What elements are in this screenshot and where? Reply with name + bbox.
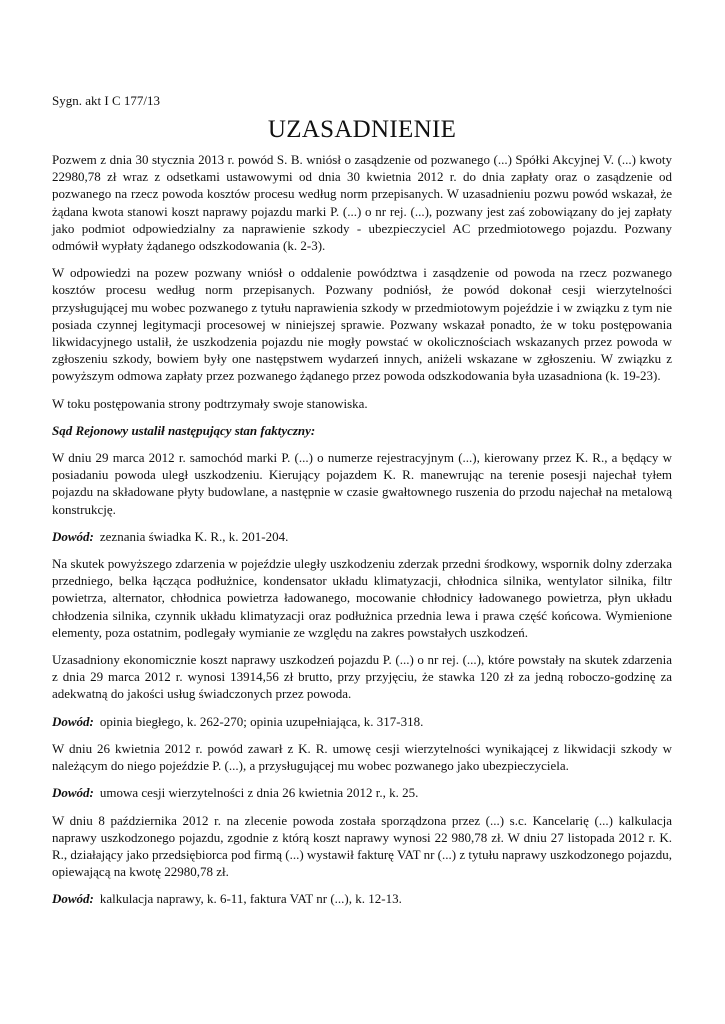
paragraph-incident: W dniu 29 marca 2012 r. samochód marki P. (...) o numerze rejestracyjnym (...), kierowany przez K. R., a będący w posiadaniu powoda uległ uszkodzeniu. Kierujący pojazdem K. R. manewrując na terenie posesji najechał tyłem pojazdu na składowane płyty budowlane, a następnie w czasie gwałtownego ruszenia do przodu najechał na metalową konstrukcję. <box>52 450 672 517</box>
evidence-text: opinia biegłego, k. 262-270; opinia uzupełniająca, k. 317-318. <box>99 713 424 729</box>
evidence-line <box>52 784 672 801</box>
document-page <box>52 92 672 918</box>
paragraph-damage: Na skutek powyższego zdarzenia w pojeździe uległy uszkodzeniu zderzak przedni środkowy, wspornik dolny zderzaka przedniego, belka łącząca podłużnice, kondensator układu klimatyzacji, chłodnica silnika, wentylator silnika, filtr powietrza, alternator, chłodnica powietrza ładowanego, mocowanie chłodnicy ładowanego powietrza, płyn układu chłodzenia silnika, czynnik układu klimatyzacji oraz podłużnica przednia lewa i prawa część końcowa. Wymienione elementy, poza ostatnim, podlegały wymianie ze względu na zakres powstałych uszkodzeń. <box>52 556 672 640</box>
document-title: UZASADNIENIE <box>267 116 457 143</box>
paragraph-calculation: W dniu 8 października 2012 r. na zlecenie powoda została sporządzona przez (...) s.c. Kancelarię (...) kalkulacja naprawy uszkodzonego pojazdu, zgodnie z którą koszt naprawy wynosi 22 980,78 zł. W dniu 27 listopada 2012 r. K. R., działający jako przedsiębiorca pod firmą (...) wystawił fakturę VAT nr (...) z tytułu naprawy uszkodzonego pojazdu, opiewającą na kwotę 22980,78 zł. <box>52 812 672 880</box>
evidence-text: umowa cesji wierzytelności z dnia 26 kwietnia 2012 r., k. 25. <box>99 785 419 801</box>
evidence-label: Dowód: <box>52 785 94 801</box>
evidence-label: Dowód: <box>52 528 94 544</box>
paragraph-positions: W toku postępowania strony podtrzymały swoje stanowiska. <box>52 395 368 411</box>
paragraph-claim: Pozwem z dnia 30 stycznia 2013 r. powód S. B. wniósł o zasądzenie od pozwanego (...) Spółki Akcyjnej V. (...) kwoty 22980,78 zł wraz z odsetkami ustawowymi od dnia 30 kwietnia 2012 r. do dnia zapłaty oraz o zasądzenie od pozwanego na rzecz powoda kosztów procesu według norm przepisanych. W uzasadnieniu pozwu powód wskazał, że żądana kwota stanowi koszt naprawy pojazdu marki P. (...) o nr rej. (...), pozwany jest zaś zobowiązany do jej zapłaty jako podmiot odpowiedzialny za naprawienie szkody - ubezpieczyciel AC przedmiotowego pojazdu. Pozwany odmówił wypłaty żądanego odszkodowania (k. 2-3). <box>52 152 672 254</box>
section-heading-facts: Sąd Rejonowy ustalił następujący stan faktyczny: <box>52 422 316 438</box>
evidence-line <box>52 890 672 907</box>
paragraph-repair-cost: Uzasadniony ekonomicznie koszt naprawy uszkodzeń pojazdu P. (...) o nr rej. (...), które powstały na skutek zdarzenia z dnia 29 marca 2012 r. wynosi 13914,56 zł brutto, przy przyjęciu, że stawka 120 zł za jedną roboczo-godzinę za adekwatną do jakości usług świadczonych przez powoda. <box>52 652 672 702</box>
evidence-text: kalkulacja naprawy, k. 6-11, faktura VAT nr (...), k. 12-13. <box>99 891 402 907</box>
evidence-text: zeznania świadka K. R., k. 201-204. <box>99 528 289 544</box>
case-reference: Sygn. akt I C 177/13 <box>52 93 160 108</box>
evidence-label: Dowód: <box>52 713 94 729</box>
evidence-label: Dowód: <box>52 891 94 907</box>
paragraph-assignment: W dniu 26 kwietnia 2012 r. powód zawarł z K. R. umowę cesji wierzytelności wynikającej z likwidacji szkody w należącym do niego pojeździe P. (...), a przysługującej mu wobec pozwanego jako ubezpieczyciela. <box>52 740 672 774</box>
evidence-line <box>52 713 672 730</box>
evidence-line <box>52 528 672 545</box>
paragraph-response: W odpowiedzi na pozew pozwany wniósł o oddalenie powództwa i zasądzenie od powoda na rzecz pozwanego kosztów procesu według norm przepisanych. Pozwany podniósł, że powód dokonał cesji wierzytelności przysługującej mu wobec pozwanego z tytułu naprawienia szkody w przedmiotowym pojeździe i w związku z tym nie posiada czynnej legitymacji procesowej w niniejszej sprawie. Pozwany wskazał ponadto, że w toku postępowania likwidacyjnego ustalił, że uszkodzenia pojazdu nie mogły powstać w okolicznościach wskazanych przez powoda w zgłoszeniu szkody, bowiem były one następstwem wydarzeń innych, aniżeli wskazane w zgłoszeniu. W związku z powyższym odmowa zapłaty przez pozwanego żądanego przez powoda odszkodowania była uzasadniona (k. 19-23). <box>52 265 672 384</box>
